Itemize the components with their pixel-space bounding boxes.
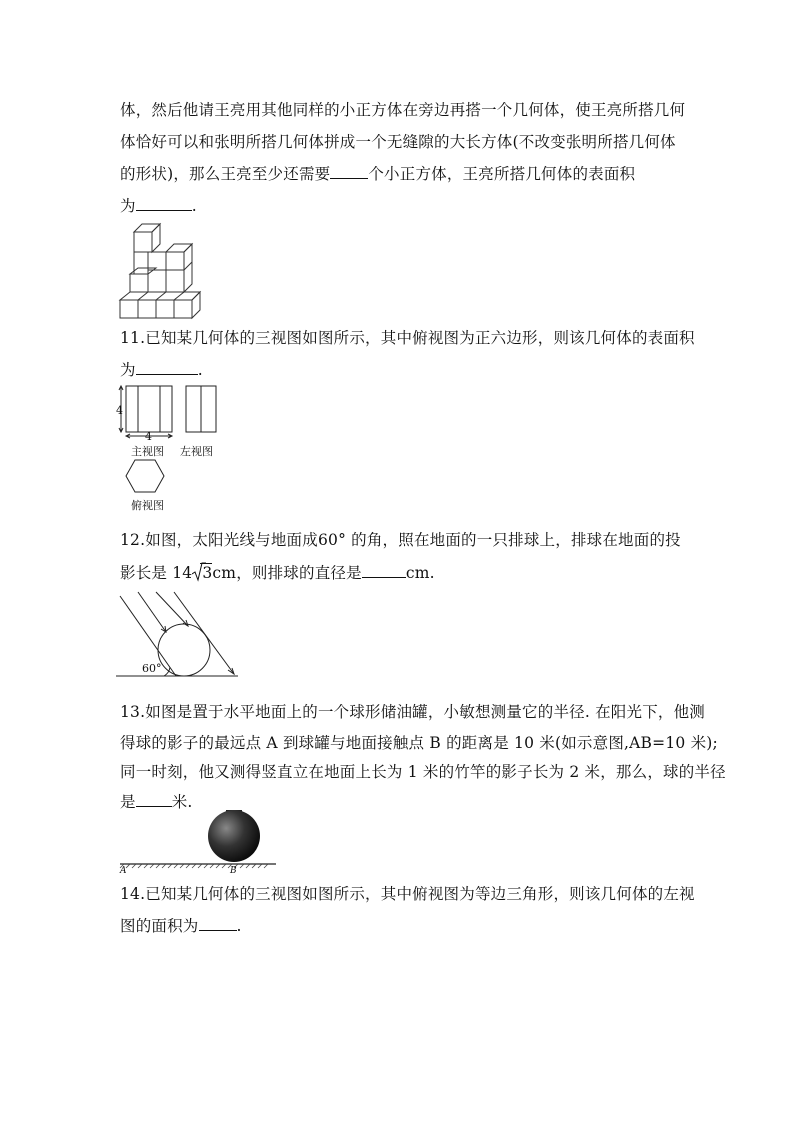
left-view-label: 左视图: [180, 445, 213, 458]
q10-text-line-4-start: 为: [120, 197, 136, 215]
q14-text-line-2-end: .: [236, 917, 242, 935]
q10-text-line-2: 体恰好可以和张明所搭几何体拼成一个无缝隙的大长方体(不改变张明所搭几何体: [120, 133, 676, 151]
top-view-label: 俯视图: [131, 499, 164, 512]
answer-blank: [136, 196, 192, 211]
top-view-hexagon: [125, 458, 165, 494]
oil-tank-figure: [118, 808, 278, 878]
q13-text-line-3: 同一时刻，他又测得竖直立在地面上长为 1 米的竹竿的影子长为 2 米，那么，球的半径: [120, 763, 726, 781]
q11-text-line-2-start: 为: [120, 361, 136, 379]
answer-blank: [136, 360, 198, 375]
q14-text-line-2-start: 图的面积为: [120, 917, 199, 935]
q12-text-line-2: [120, 561, 435, 583]
point-a-label: A: [120, 866, 127, 876]
width-dimension-label: 4: [145, 430, 152, 443]
q13-text-line-2: 得球的影子的最远点 A 到球罐与地面接触点 B 的距离是 10 米(如示意图,AB=10 米);: [120, 734, 718, 752]
q12-text-line-1: 12.如图，太阳光线与地面成60° 的角，照在地面的一只排球上，排球在地面的投: [120, 531, 681, 549]
q10-text-line-4-end: .: [191, 197, 197, 215]
sunlight-ball-figure: [116, 590, 242, 680]
q13-text-line-4-start: 是: [120, 793, 136, 811]
cube-stack-figure: [118, 222, 210, 320]
q12-text-line-2-middle: cm，则排球的直径是: [212, 564, 362, 582]
q13-text-line-1: 13.如图是置于水平地面上的一个球形储油罐，小敏想测量它的半径. 在阳光下，他测: [120, 703, 706, 721]
q14-text-line-2: [120, 914, 242, 936]
three-view-front-left-figure: [116, 384, 226, 444]
answer-blank: [136, 792, 172, 807]
sqrt-expression: [192, 564, 212, 582]
q13-text-line-4-end: 米.: [171, 793, 193, 811]
q11-text-line-2-end: .: [197, 361, 203, 379]
q10-text-line-1: 体，然后他请王亮用其他同样的小正方体在旁边再搭一个几何体，使王亮所搭几何: [120, 101, 686, 119]
q10-text-line-3-start: 的形状)，那么王亮至少还需要: [120, 165, 331, 183]
front-view-label: 主视图: [131, 445, 164, 458]
answer-blank: [330, 164, 368, 179]
q11-text-line-1: 11.已知某几何体的三视图如图所示，其中俯视图为正六边形，则该几何体的表面积: [120, 329, 695, 347]
q10-text-line-4: [120, 194, 197, 216]
point-b-label: B: [230, 866, 237, 876]
answer-blank: [199, 916, 237, 931]
q10-text-line-3-end: 个小正方体，王亮所搭几何体的表面积: [368, 165, 636, 183]
q10-text-line-3: [120, 162, 635, 184]
q12-text-line-2-end: cm.: [405, 564, 435, 582]
sqrt-radicand: 3: [202, 564, 213, 582]
q14-text-line-1: 14.已知某几何体的三视图如图所示，其中俯视图为等边三角形，则该几何体的左视: [120, 885, 695, 903]
q11-text-line-2: [120, 358, 203, 380]
answer-blank: [362, 563, 406, 578]
sqrt-icon: [192, 562, 206, 582]
angle-60-label: 60°: [142, 662, 162, 675]
height-dimension-label: 4: [116, 404, 123, 417]
q12-length-coefficient: 影长是 14: [120, 564, 193, 582]
